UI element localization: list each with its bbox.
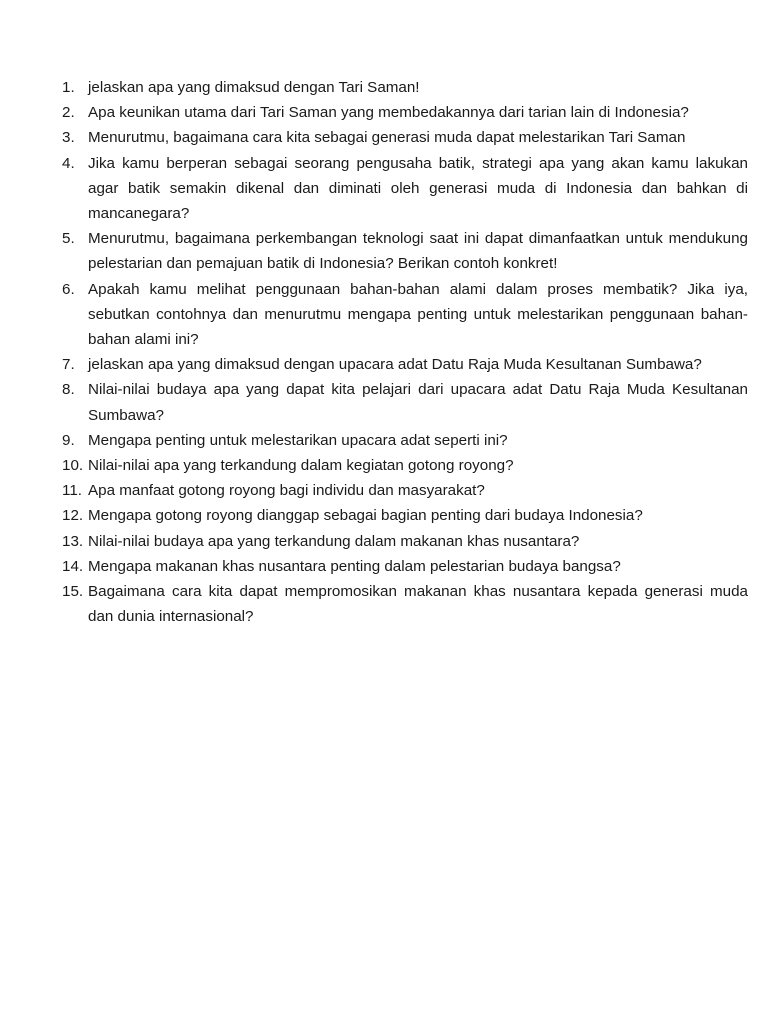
question-text: Mengapa penting untuk melestarikan upacara adat seperti ini? xyxy=(88,431,508,449)
question-text: Nilai-nilai budaya apa yang dapat kita pelajari dari upacara adat Datu Raja Muda Kesultanan Sumbawa? xyxy=(88,381,748,424)
question-number: 3. xyxy=(62,129,75,147)
list-item xyxy=(62,277,748,353)
list-item xyxy=(62,529,748,554)
question-number: 8. xyxy=(62,381,75,399)
list-item xyxy=(62,151,748,227)
question-text: Menurutmu, bagaimana cara kita sebagai generasi muda dapat melestarikan Tari Saman xyxy=(88,129,686,147)
question-number: 7. xyxy=(62,356,75,374)
question-number: 9. xyxy=(62,431,75,449)
list-item xyxy=(62,100,748,125)
question-text: Menurutmu, bagaimana perkembangan teknologi saat ini dapat dimanfaatkan untuk mendukung pelestarian dan pemajuan batik di Indonesia? Berikan contoh konkret! xyxy=(88,230,748,273)
list-item xyxy=(62,503,748,528)
question-text: Nilai-nilai apa yang terkandung dalam kegiatan gotong royong? xyxy=(88,457,514,475)
question-text: Apa manfaat gotong royong bagi individu dan masyarakat? xyxy=(88,482,485,500)
list-item xyxy=(62,226,748,276)
list-item xyxy=(62,579,748,629)
list-item xyxy=(62,75,748,100)
list-item xyxy=(62,352,748,377)
question-number: 11. xyxy=(62,482,82,500)
question-number: 10. xyxy=(62,457,84,475)
question-text: Bagaimana cara kita dapat mempromosikan makanan khas nusantara kepada generasi muda dan dunia internasional? xyxy=(88,583,748,626)
list-item xyxy=(62,125,748,150)
list-item xyxy=(62,554,748,579)
list-item xyxy=(62,478,748,503)
question-number: 6. xyxy=(62,280,75,298)
list-item xyxy=(62,377,748,427)
question-number: 13. xyxy=(62,532,84,550)
question-text: jelaskan apa yang dimaksud dengan Tari Saman! xyxy=(88,79,420,96)
list-item xyxy=(62,453,748,478)
question-text: Nilai-nilai budaya apa yang terkandung dalam makanan khas nusantara? xyxy=(88,532,580,550)
question-number: 12. xyxy=(62,507,84,525)
question-number: 4. xyxy=(62,154,75,172)
question-text: Mengapa gotong royong dianggap sebagai bagian penting dari budaya Indonesia? xyxy=(88,507,643,525)
question-list xyxy=(62,75,748,629)
question-text: Apa keunikan utama dari Tari Saman yang membedakannya dari tarian lain di Indonesia? xyxy=(88,104,689,122)
question-text: jelaskan apa yang dimaksud dengan upacara adat Datu Raja Muda Kesultanan Sumbawa? xyxy=(88,356,702,374)
question-number: 15. xyxy=(62,583,84,601)
question-text: Mengapa makanan khas nusantara penting dalam pelestarian budaya bangsa? xyxy=(88,557,621,575)
question-number: 5. xyxy=(62,230,75,248)
question-number: 2. xyxy=(62,104,75,122)
question-number: 14. xyxy=(62,557,84,575)
question-number: 1. xyxy=(62,79,75,96)
list-item xyxy=(62,428,748,453)
question-text: Jika kamu berperan sebagai seorang pengusaha batik, strategi apa yang akan kamu lakukan agar batik semakin dikenal dan diminati oleh generasi muda di Indonesia dan bahkan di mancanegara? xyxy=(88,154,748,223)
question-text: Apakah kamu melihat penggunaan bahan-bahan alami dalam proses membatik? Jika iya, sebutkan contohnya dan menurutmu mengapa penting untuk melestarikan penggunaan bahan-bahan alami ini? xyxy=(88,280,748,349)
